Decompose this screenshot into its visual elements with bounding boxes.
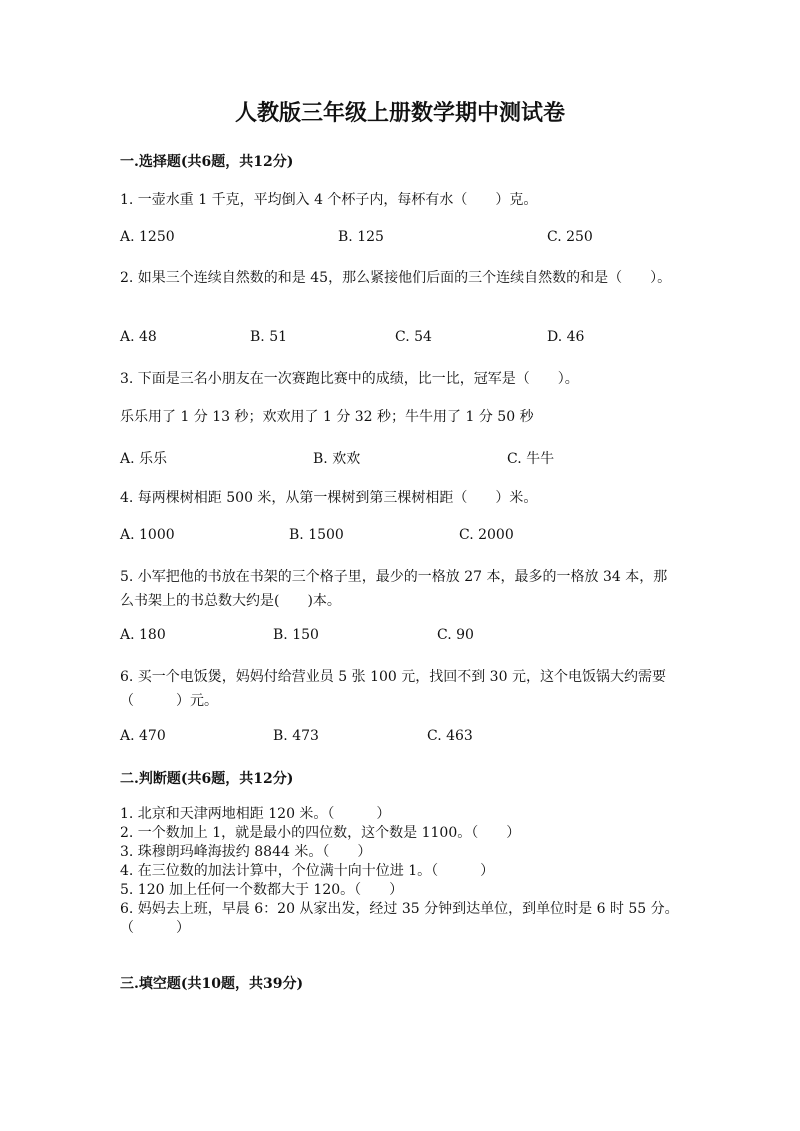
section-heading-fill: 三.填空题(共10题，共39分) [120, 976, 304, 992]
option: D. 46 [547, 329, 585, 345]
option: B. 欢欢 [313, 451, 361, 467]
option: B. 1500 [289, 527, 344, 543]
option: C. 2000 [459, 527, 514, 543]
option: B. 150 [273, 627, 319, 643]
list-item: 1. 北京和天津两地相距 120 米。（ ） [120, 806, 391, 822]
option: C. 463 [427, 728, 473, 744]
section-heading-judge: 二.判断题(共6题，共12分) [120, 771, 294, 787]
exam-title: 人教版三年级上册数学期中测试卷 [234, 100, 565, 126]
list-item: 4. 在三位数的加法计算中，个位满十向十位进 1。（ ） [120, 863, 495, 879]
question-text: 2. 如果三个连续自然数的和是 45，那么紧接他们后面的三个连续自然数的和是（ ）。 [120, 270, 672, 286]
option: A. 470 [120, 728, 166, 744]
judge-list [120, 805, 680, 938]
option: C. 54 [395, 329, 432, 345]
option: A. 1000 [120, 527, 175, 543]
option: C. 90 [437, 627, 474, 643]
option: C. 牛牛 [507, 451, 555, 467]
question-text: 1. 一壶水重 1 千克，平均倒入 4 个杯子内，每杯有水（ ）克。 [120, 192, 538, 208]
option: A. 乐乐 [120, 451, 168, 467]
option: A. 1250 [120, 229, 175, 245]
option: B. 51 [250, 329, 288, 345]
list-item: 5. 120 加上任何一个数都大于 120。（ ） [120, 882, 404, 898]
question-text: 6. 买一个电饭煲，妈妈付给营业员 5 张 100 元，找回不到 30 元，这个电饭锅大约需要（ ）元。 [120, 669, 666, 709]
option: B. 473 [273, 728, 319, 744]
list-item: 2. 一个数加上 1，就是最小的四位数，这个数是 1100。（ ） [120, 825, 521, 841]
list-item: 6. 妈妈去上班，早晨 6：20 从家出发，经过 35 分钟到达单位，到单位时是 6 时 55 分。（ ） [120, 901, 679, 936]
question-note: 乐乐用了 1 分 13 秒；欢欢用了 1 分 32 秒；牛牛用了 1 分 50 秒 [120, 409, 534, 425]
option: C. 250 [547, 229, 593, 245]
option: B. 125 [338, 229, 384, 245]
question-text: 4. 每两棵树相距 500 米，从第一棵树到第三棵树相距（ ）米。 [120, 490, 538, 506]
section-heading-choice: 一.选择题(共6题，共12分) [120, 154, 294, 170]
option: A. 48 [120, 329, 157, 345]
option: A. 180 [120, 627, 166, 643]
list-item: 3. 珠穆朗玛峰海拔约 8844 米。（ ） [120, 844, 372, 860]
question-text: 3. 下面是三名小朋友在一次赛跑比赛中的成绩，比一比，冠军是（ ）。 [120, 371, 579, 387]
question-text: 5. 小军把他的书放在书架的三个格子里，最少的一格放 27 本，最多的一格放 34 本，那么书架上的书总数大约是( )本。 [120, 569, 668, 609]
